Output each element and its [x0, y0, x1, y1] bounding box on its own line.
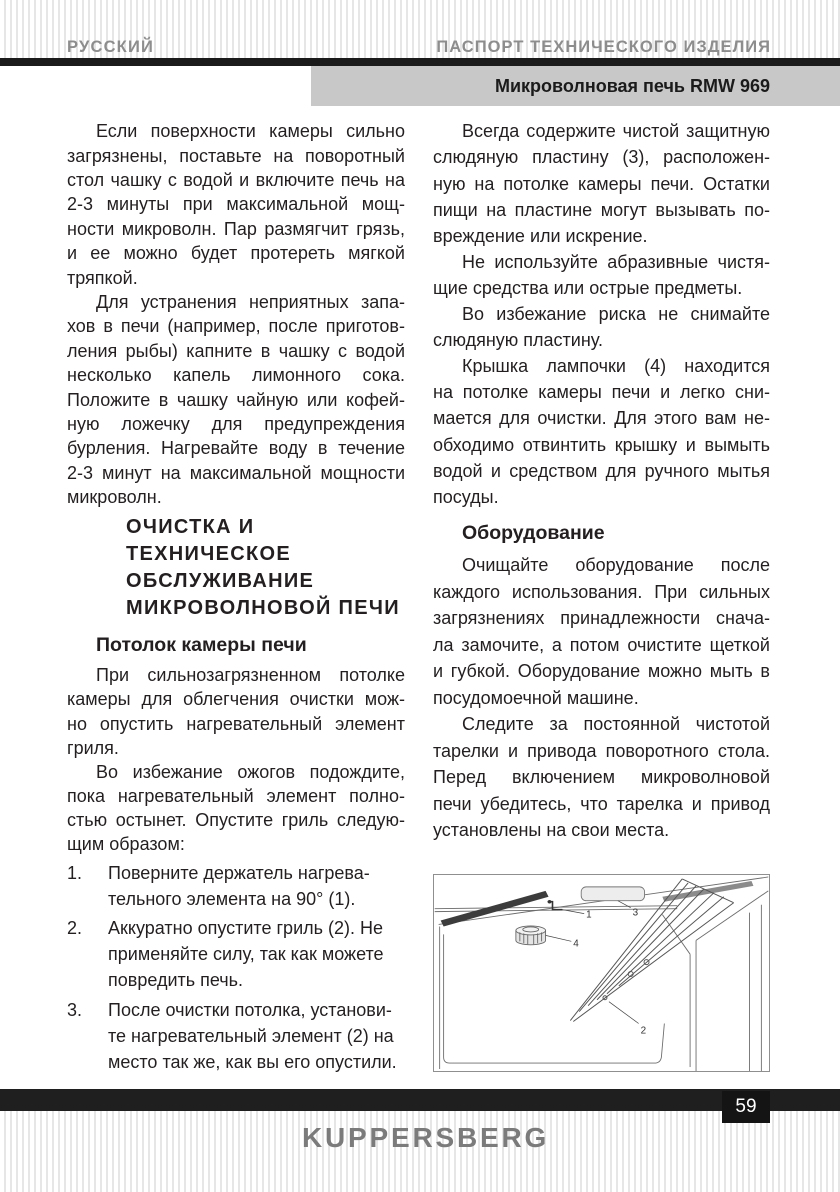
- text-line: тарелки и привода поворотного стола.: [433, 740, 770, 761]
- text-line: слюдяную пластину.: [433, 330, 603, 351]
- list-item-number: 3.: [67, 999, 83, 1020]
- text-line: обходимо отвинтить крышку и вымыть: [433, 434, 770, 455]
- text-line: щие средства или острые предметы.: [433, 277, 743, 298]
- accessories-text: [433, 552, 770, 844]
- text-line: стол чашку с водой и включите печь на: [67, 170, 405, 191]
- section-heading-line: ТЕХНИЧЕСКОЕ: [126, 542, 291, 565]
- text-line: тельного элемента на 90° (1).: [108, 888, 356, 909]
- text-line: щим образом:: [67, 834, 185, 855]
- list-item-text: [108, 997, 405, 1075]
- text-line: Положите в чашку чайную или кофей-: [67, 389, 405, 410]
- text-line: Поверните держатель нагрева-: [108, 862, 370, 883]
- page-number: 59: [722, 1091, 770, 1123]
- oven-ceiling-illustration: [433, 874, 770, 1072]
- text-line: тряпкой.: [67, 267, 138, 288]
- text-line: Не используйте абразивные чистя-: [462, 251, 770, 272]
- text-line: место так же, как вы его опустили.: [108, 1051, 397, 1072]
- text-line: гриля.: [67, 737, 119, 758]
- list-item-text: [108, 860, 405, 912]
- text-line: камеры для облегчения очистки мож-: [67, 689, 405, 710]
- text-line: посудомоечной машине.: [433, 687, 639, 708]
- callout-leaders: [546, 901, 639, 1024]
- paragraph: [67, 663, 405, 759]
- text-line: каждого использования. При сильных: [433, 581, 770, 602]
- text-line: 2-3 минут на максимальной мощности: [67, 462, 405, 483]
- ceiling-cleaning-text: [67, 663, 405, 856]
- paragraph: [433, 711, 770, 844]
- text-line: Перед включением микроволновой: [433, 767, 770, 788]
- document-type-label: ПАСПОРТ ТЕХНИЧЕСКОГО ИЗДЕЛИЯ: [436, 38, 771, 56]
- callout-label-4: 4: [573, 938, 579, 950]
- text-line: Аккуратно опустите гриль (2). Не: [108, 917, 384, 938]
- mica-plate: [581, 887, 644, 901]
- lamp-cover: [516, 926, 546, 945]
- text-line: пока нагревательный элемент полно-: [67, 785, 405, 806]
- paragraph: [433, 118, 770, 248]
- oven-cavity: [435, 877, 769, 1071]
- paragraph: [67, 760, 405, 856]
- text-line: ную на потолке камеры печи. Остатки: [433, 173, 770, 194]
- text-line: При сильнозагрязненном потолке: [96, 665, 405, 686]
- text-line: слюдяную пластину (3), расположен-: [433, 147, 770, 168]
- text-line: загрязнениях принадлежности снача-: [433, 608, 770, 629]
- text-line: вреждение или искрение.: [433, 225, 648, 246]
- mica-plate-text: [433, 118, 770, 509]
- header-band: [0, 0, 840, 58]
- text-line: ную ложечку для предупреждения: [67, 413, 405, 434]
- text-line: применяйте силу, так как можете: [108, 943, 384, 964]
- section-heading-line: ОЧИСТКА И: [126, 515, 255, 538]
- text-line: ления рыбы) капните в чашку с водой: [67, 340, 405, 361]
- callout-label-2: 2: [640, 1025, 647, 1037]
- text-line: Если поверхности камеры сильно: [96, 121, 405, 142]
- text-line: пищи на пластине могут вызывать по-: [433, 199, 770, 220]
- header-rule: [0, 58, 840, 66]
- text-line: посуды.: [433, 486, 499, 507]
- text-line: Крышка лампочки (4) находится: [462, 356, 770, 377]
- text-line: те нагревательный элемент (2) на: [108, 1025, 394, 1046]
- paragraph: [433, 301, 770, 353]
- product-title: Микроволновая печь RMW 969: [494, 76, 770, 96]
- text-line: Для устранения неприятных запа-: [96, 292, 405, 313]
- text-line: но опустить нагревательный элемент: [67, 713, 405, 734]
- text-line: стью остынет. Опустите гриль следую-: [67, 809, 405, 830]
- language-label: РУССКИЙ: [67, 38, 155, 56]
- section-heading-line: ОБСЛУЖИВАНИЕ: [126, 570, 315, 593]
- text-line: установлены на свои места.: [433, 820, 670, 841]
- callout-label-1: 1: [586, 909, 592, 921]
- text-line: Во избежание риска не снимайте: [462, 304, 770, 325]
- text-line: повредить печь.: [108, 969, 244, 990]
- text-line: печи убедитесь, что тарелка и привод: [433, 793, 770, 814]
- section-heading: [126, 514, 405, 623]
- text-line: хов в печи (например, после приготов-: [67, 316, 405, 337]
- text-line: загрязнены, поставьте на поворотный: [67, 145, 405, 166]
- text-line: и ее можно будет протереть мягкой: [67, 243, 405, 264]
- text-line: Всегда содержите чистой защитную: [462, 121, 770, 142]
- text-line: мается для очистки. Для этого вам не-: [433, 408, 770, 429]
- footer-bar: [0, 1089, 840, 1111]
- paragraph: [67, 290, 405, 510]
- text-line: водой и средством для ручного мытья: [433, 460, 770, 481]
- list-item-number: 1.: [67, 862, 83, 883]
- list-item-text: [108, 915, 405, 993]
- text-line: микроволн.: [67, 487, 162, 508]
- section-heading-line: МИКРОВОЛНОВОЙ ПЕЧИ: [126, 597, 400, 620]
- product-title-bar: [311, 66, 840, 106]
- text-line: Следите за постоянной чистотой: [462, 714, 770, 735]
- text-line: Очищайте оборудование после: [462, 555, 770, 576]
- subheading-accessories: Оборудование: [462, 522, 605, 544]
- text-line: ности микроволн. Пар размягчит грязь,: [67, 218, 405, 239]
- oven-ceiling-drawing: [434, 875, 769, 1071]
- text-line: и губкой. Оборудование можно мыть в: [433, 661, 770, 682]
- text-line: Во избежание ожогов подождите,: [96, 761, 405, 782]
- text-line: на потолке камеры печи и легко сни-: [433, 382, 770, 403]
- left-intro-text: [67, 119, 405, 509]
- paragraph: [433, 552, 770, 711]
- callout-label-3: 3: [632, 907, 639, 919]
- text-line: несколько капель лимонного сока.: [67, 365, 405, 386]
- text-line: После очистки потолка, установи-: [108, 999, 392, 1020]
- subheading-oven-ceiling: Потолок камеры печи: [96, 634, 307, 656]
- paragraph: [67, 119, 405, 290]
- paragraph: [433, 353, 770, 510]
- brand-logo-text: KUPPERSBERG: [302, 1122, 550, 1153]
- text-line: бурления. Нагревайте воду в течение: [67, 438, 405, 459]
- text-line: 2-3 минуты при максимальной мощ-: [67, 194, 405, 215]
- paragraph: [433, 249, 770, 301]
- list-item-number: 2.: [67, 917, 83, 938]
- text-line: ла замочите, а потом очистите щеткой: [433, 634, 770, 655]
